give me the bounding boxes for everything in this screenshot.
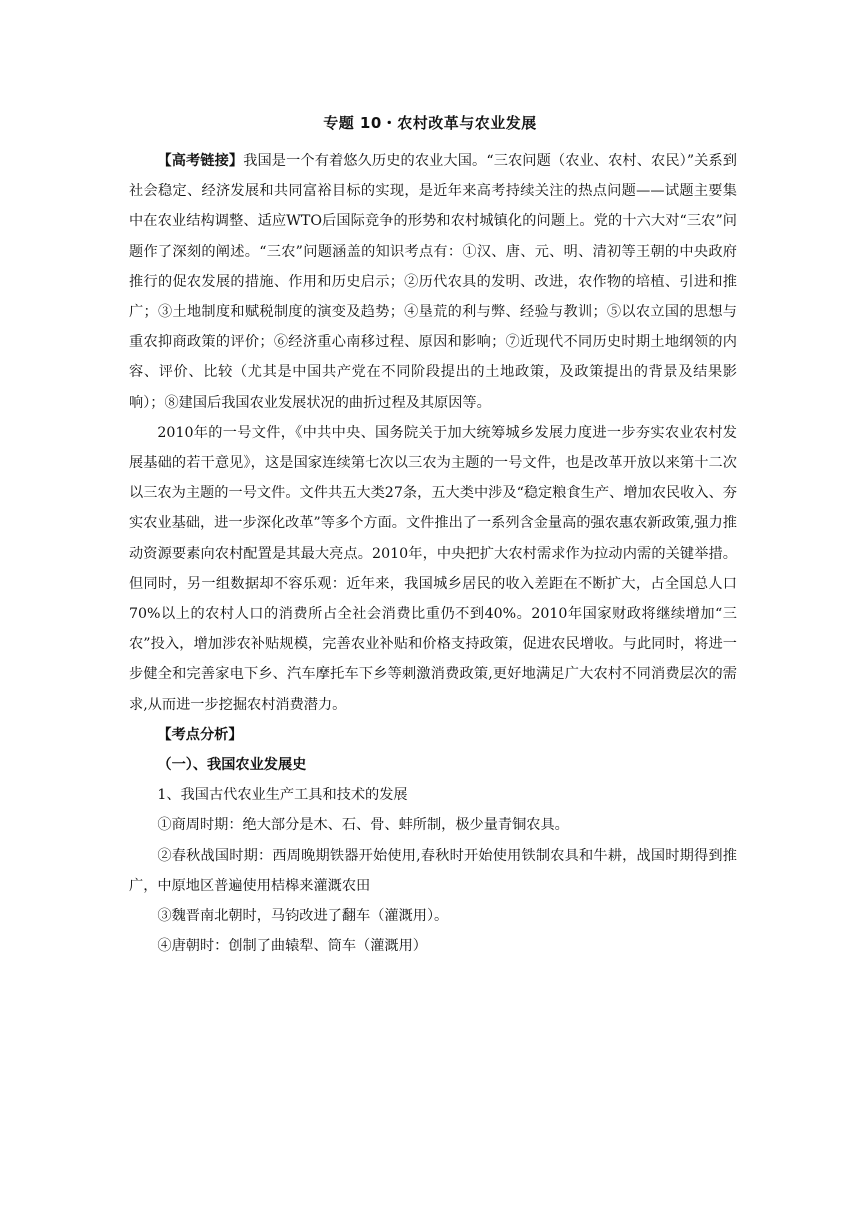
intro-paragraph — [129, 146, 737, 418]
section-heading: （一）、我国农业发展史 — [157, 757, 307, 774]
intro-text: 我国是一个有着悠久历史的农业大国。“三农问题（农业、农村、农民）”关系到社会稳定、经济发展和共同富裕目标的实现，是近年来高考持续关注的热点问题——试题主要集中在农业结构调整、适应WTO后国际竞争的形势和农村城镇化的问题上。党的十六大对“三农”问题作了深刻的阐述。“三农”问题涵盖的知识考点有：①汉、唐、元、明、清初等王朝的中央政府推行的促农发展的措施、作用和历史启示；②历代农具的发明、改进，农作物的培植、引进和推广；③土地制度和赋税制度的演变及趋势；④垦荒的利与弊、经验与教训；⑤以农立国的思想与重农抑商政策的评价；⑥经济重心南移过程、原因和影响；⑦近现代不同历史时期土地纲领的内容、评价、比较（尤其是中国共产党在不同阶段提出的土地政策，及政策提出的背景及结果影响）；⑧建国后我国农业发展状况的曲折过程及其原因等。 — [129, 153, 737, 411]
policy-paragraph: 2010年的一号文件，《中共中央、国务院关于加大统筹城乡发展力度进一步夯实农业农村发展基础的若干意见》，这是国家连续第七次以三农为主题的一号文件，也是改革开放以来第十二次以三农为主题的一号文件。文件共五大类27条，五大类中涉及“稳定粮食生产、增加农民收入、夯实农业基础，进一步深化改革”等多个方面。文件推出了一系列含金量高的强农惠农新政策,强力推动资源要素向农村配置是其最大亮点。2010年，中央把扩大农村需求作为拉动内需的关键举措。但同时，另一组数据却不容乐观：近年来，我国城乡居民的收入差距在不断扩大，占全国总人口70%以上的农村人口的消费所占全社会消费比重仍不到40%。2010年国家财政将继续增加“三农”投入，增加涉农补贴规模，完善农业补贴和价格支持政策，促进农民增收。与此同时，将进一步健全和完善家电下乡、汽车摩托车下乡等刺激消费政策,更好地满足广大农村不同消费层次的需求,从而进一步挖掘农村消费潜力。 — [129, 424, 737, 713]
analysis-heading: 【考点分析】 — [157, 726, 243, 743]
document-title: 专题 10・农村改革与农业发展 — [323, 114, 537, 132]
list-item: ③魏晋南北朝时，马钧改进了翻车（灌溉用）。 — [157, 908, 449, 925]
subsection-heading: 1、我国古代农业生产工具和技术的发展 — [157, 787, 408, 804]
intro-heading: 【高考链接】 — [157, 153, 244, 169]
list-item: ④唐朝时：创制了曲辕犁、筒车（灌溉用） — [157, 938, 427, 955]
list-item: ①商周时期：绝大部分是木、石、骨、蚌所制，极少量青铜农具。 — [157, 817, 569, 834]
document-body — [129, 146, 737, 961]
list-item: ②春秋战国时期：西周晚期铁器开始使用,春秋时开始使用铁制农具和牛耕，战国时期得到推广，中原地区普遍使用桔槔来灌溉农田 — [129, 847, 737, 894]
